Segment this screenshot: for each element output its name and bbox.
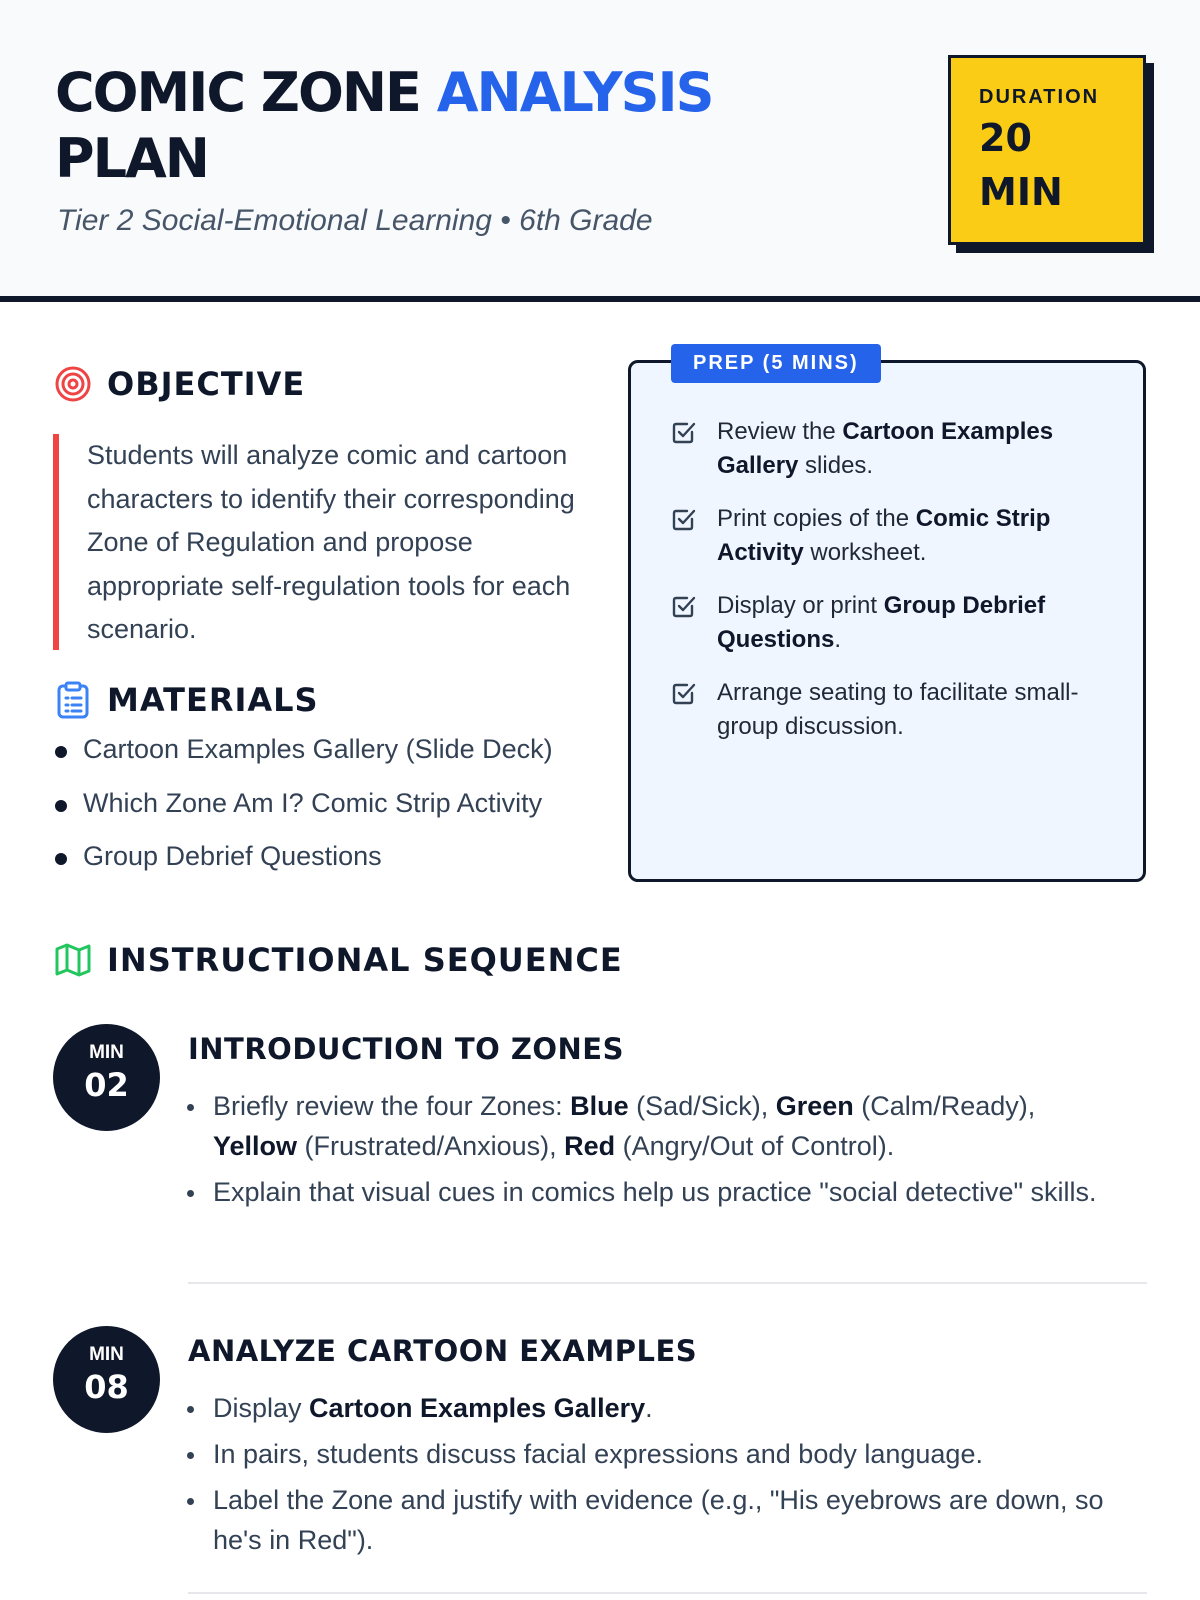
- prep-checklist: [671, 415, 1123, 763]
- emphasis-text: Blue: [570, 1091, 629, 1121]
- step-bullet: [213, 1388, 1113, 1428]
- title-accent: ANALYSIS: [436, 61, 713, 124]
- page-header: [0, 0, 1200, 302]
- step-bullet-list: [213, 1086, 1113, 1218]
- objective-heading: [53, 364, 305, 404]
- text-run: (Frustrated/Anxious),: [297, 1131, 565, 1161]
- text-run: (Calm/Ready),: [853, 1091, 1036, 1121]
- checkbox-checked-icon: [671, 680, 697, 706]
- step-divider: [188, 1282, 1147, 1284]
- objective-heading-text: OBJECTIVE: [107, 365, 306, 403]
- prep-item-text: [717, 415, 1123, 483]
- text-run: (Angry/Out of Control).: [615, 1131, 895, 1161]
- step-bullet: [213, 1434, 1113, 1474]
- minute-badge: [53, 1024, 160, 1131]
- text-run: worksheet.: [803, 539, 927, 566]
- text-run: Display or print: [717, 592, 884, 619]
- prep-card: [628, 352, 1146, 882]
- material-item-label: Which Zone Am I? Comic Strip Activity: [83, 787, 543, 818]
- materials-heading-text: MATERIALS: [107, 681, 319, 719]
- minute-value: 08: [84, 1368, 129, 1406]
- text-run: (Sad/Sick),: [628, 1091, 776, 1121]
- page-title: [55, 60, 855, 192]
- material-item: [53, 734, 553, 788]
- prep-checklist-item: [671, 415, 1123, 502]
- emphasis-text: Green: [775, 1091, 854, 1121]
- page-subtitle: Tier 2 Social-Emotional Learning • 6th Grade: [57, 204, 653, 237]
- duration-card: [948, 55, 1146, 245]
- text-run: Print copies of the: [717, 505, 916, 532]
- bullet-dot: [55, 746, 67, 758]
- duration-label: DURATION: [979, 86, 1100, 108]
- emphasis-text: Red: [564, 1131, 616, 1161]
- duration-value: [979, 111, 1143, 219]
- title-part1: COMIC ZONE: [55, 61, 420, 124]
- checkbox-checked-icon: [671, 506, 697, 532]
- text-run: Review the: [717, 418, 843, 445]
- minute-badge: [53, 1326, 160, 1433]
- duration-number: 20: [979, 116, 1032, 160]
- material-item-label: Group Debrief Questions: [83, 841, 382, 871]
- prep-item-text: [717, 676, 1123, 744]
- sequence-heading-text: INSTRUCTIONAL SEQUENCE: [107, 941, 623, 979]
- prep-item-text: [717, 589, 1123, 657]
- material-item: [53, 841, 553, 895]
- emphasis-text: Yellow: [213, 1131, 298, 1161]
- step-bullet-list: [213, 1388, 1113, 1566]
- step-divider: [188, 1592, 1147, 1594]
- bullet-dot: [55, 800, 67, 812]
- emphasis-text: Comic Strip Activity: [717, 505, 1051, 566]
- target-icon: [53, 364, 93, 404]
- prep-checklist-item: [671, 676, 1123, 763]
- minute-label: MIN: [89, 1344, 124, 1365]
- text-run: Explain that visual cues in comics help us practice "social detective" skills.: [213, 1177, 1097, 1207]
- material-item: [53, 788, 553, 842]
- text-run: .: [834, 626, 842, 653]
- text-run: In pairs, students discuss facial expressions and body language.: [213, 1439, 983, 1469]
- sequence-heading: [53, 940, 623, 980]
- minute-label: MIN: [89, 1042, 124, 1063]
- checkbox-checked-icon: [671, 419, 697, 445]
- map-icon: [53, 940, 93, 980]
- step-bullet: [213, 1480, 1113, 1560]
- text-run: Arrange seating to facilitate small-group discussion.: [717, 679, 1079, 740]
- emphasis-text: Cartoon Examples Gallery: [717, 418, 1054, 479]
- step-title: ANALYZE CARTOON EXAMPLES: [188, 1334, 698, 1368]
- text-run: .: [645, 1393, 653, 1423]
- checkbox-checked-icon: [671, 593, 697, 619]
- step-bullet: [213, 1172, 1113, 1212]
- title-part2: PLAN: [55, 127, 208, 190]
- minute-value: 02: [84, 1066, 129, 1104]
- bullet-dot: [55, 853, 67, 865]
- prep-item-text: [717, 502, 1123, 570]
- materials-list: [53, 734, 553, 895]
- objective-text: Students will analyze comic and cartoon characters to identify their corresponding Zone of Regulation and propose appropriate self-regulation tools for each scenario.: [53, 434, 593, 650]
- emphasis-text: Group Debrief Questions: [717, 592, 1046, 653]
- text-run: slides.: [798, 452, 874, 479]
- step-bullet: [213, 1086, 1113, 1166]
- material-item-label: Cartoon Examples Gallery (Slide Deck): [83, 734, 553, 764]
- prep-checklist-item: [671, 589, 1123, 676]
- text-run: Display: [213, 1393, 310, 1423]
- emphasis-text: Cartoon Examples Gallery: [309, 1393, 646, 1423]
- materials-heading: [53, 680, 319, 720]
- clipboard-icon: [53, 680, 93, 720]
- prep-checklist-item: [671, 502, 1123, 589]
- prep-tag: PREP (5 MINS): [671, 344, 881, 383]
- duration-unit: MIN: [979, 170, 1063, 214]
- text-run: Briefly review the four Zones:: [213, 1091, 571, 1121]
- step-title: INTRODUCTION TO ZONES: [188, 1032, 624, 1066]
- text-run: Label the Zone and justify with evidence (e.g., "His eyebrows are down, so he's in Red").: [213, 1485, 1104, 1555]
